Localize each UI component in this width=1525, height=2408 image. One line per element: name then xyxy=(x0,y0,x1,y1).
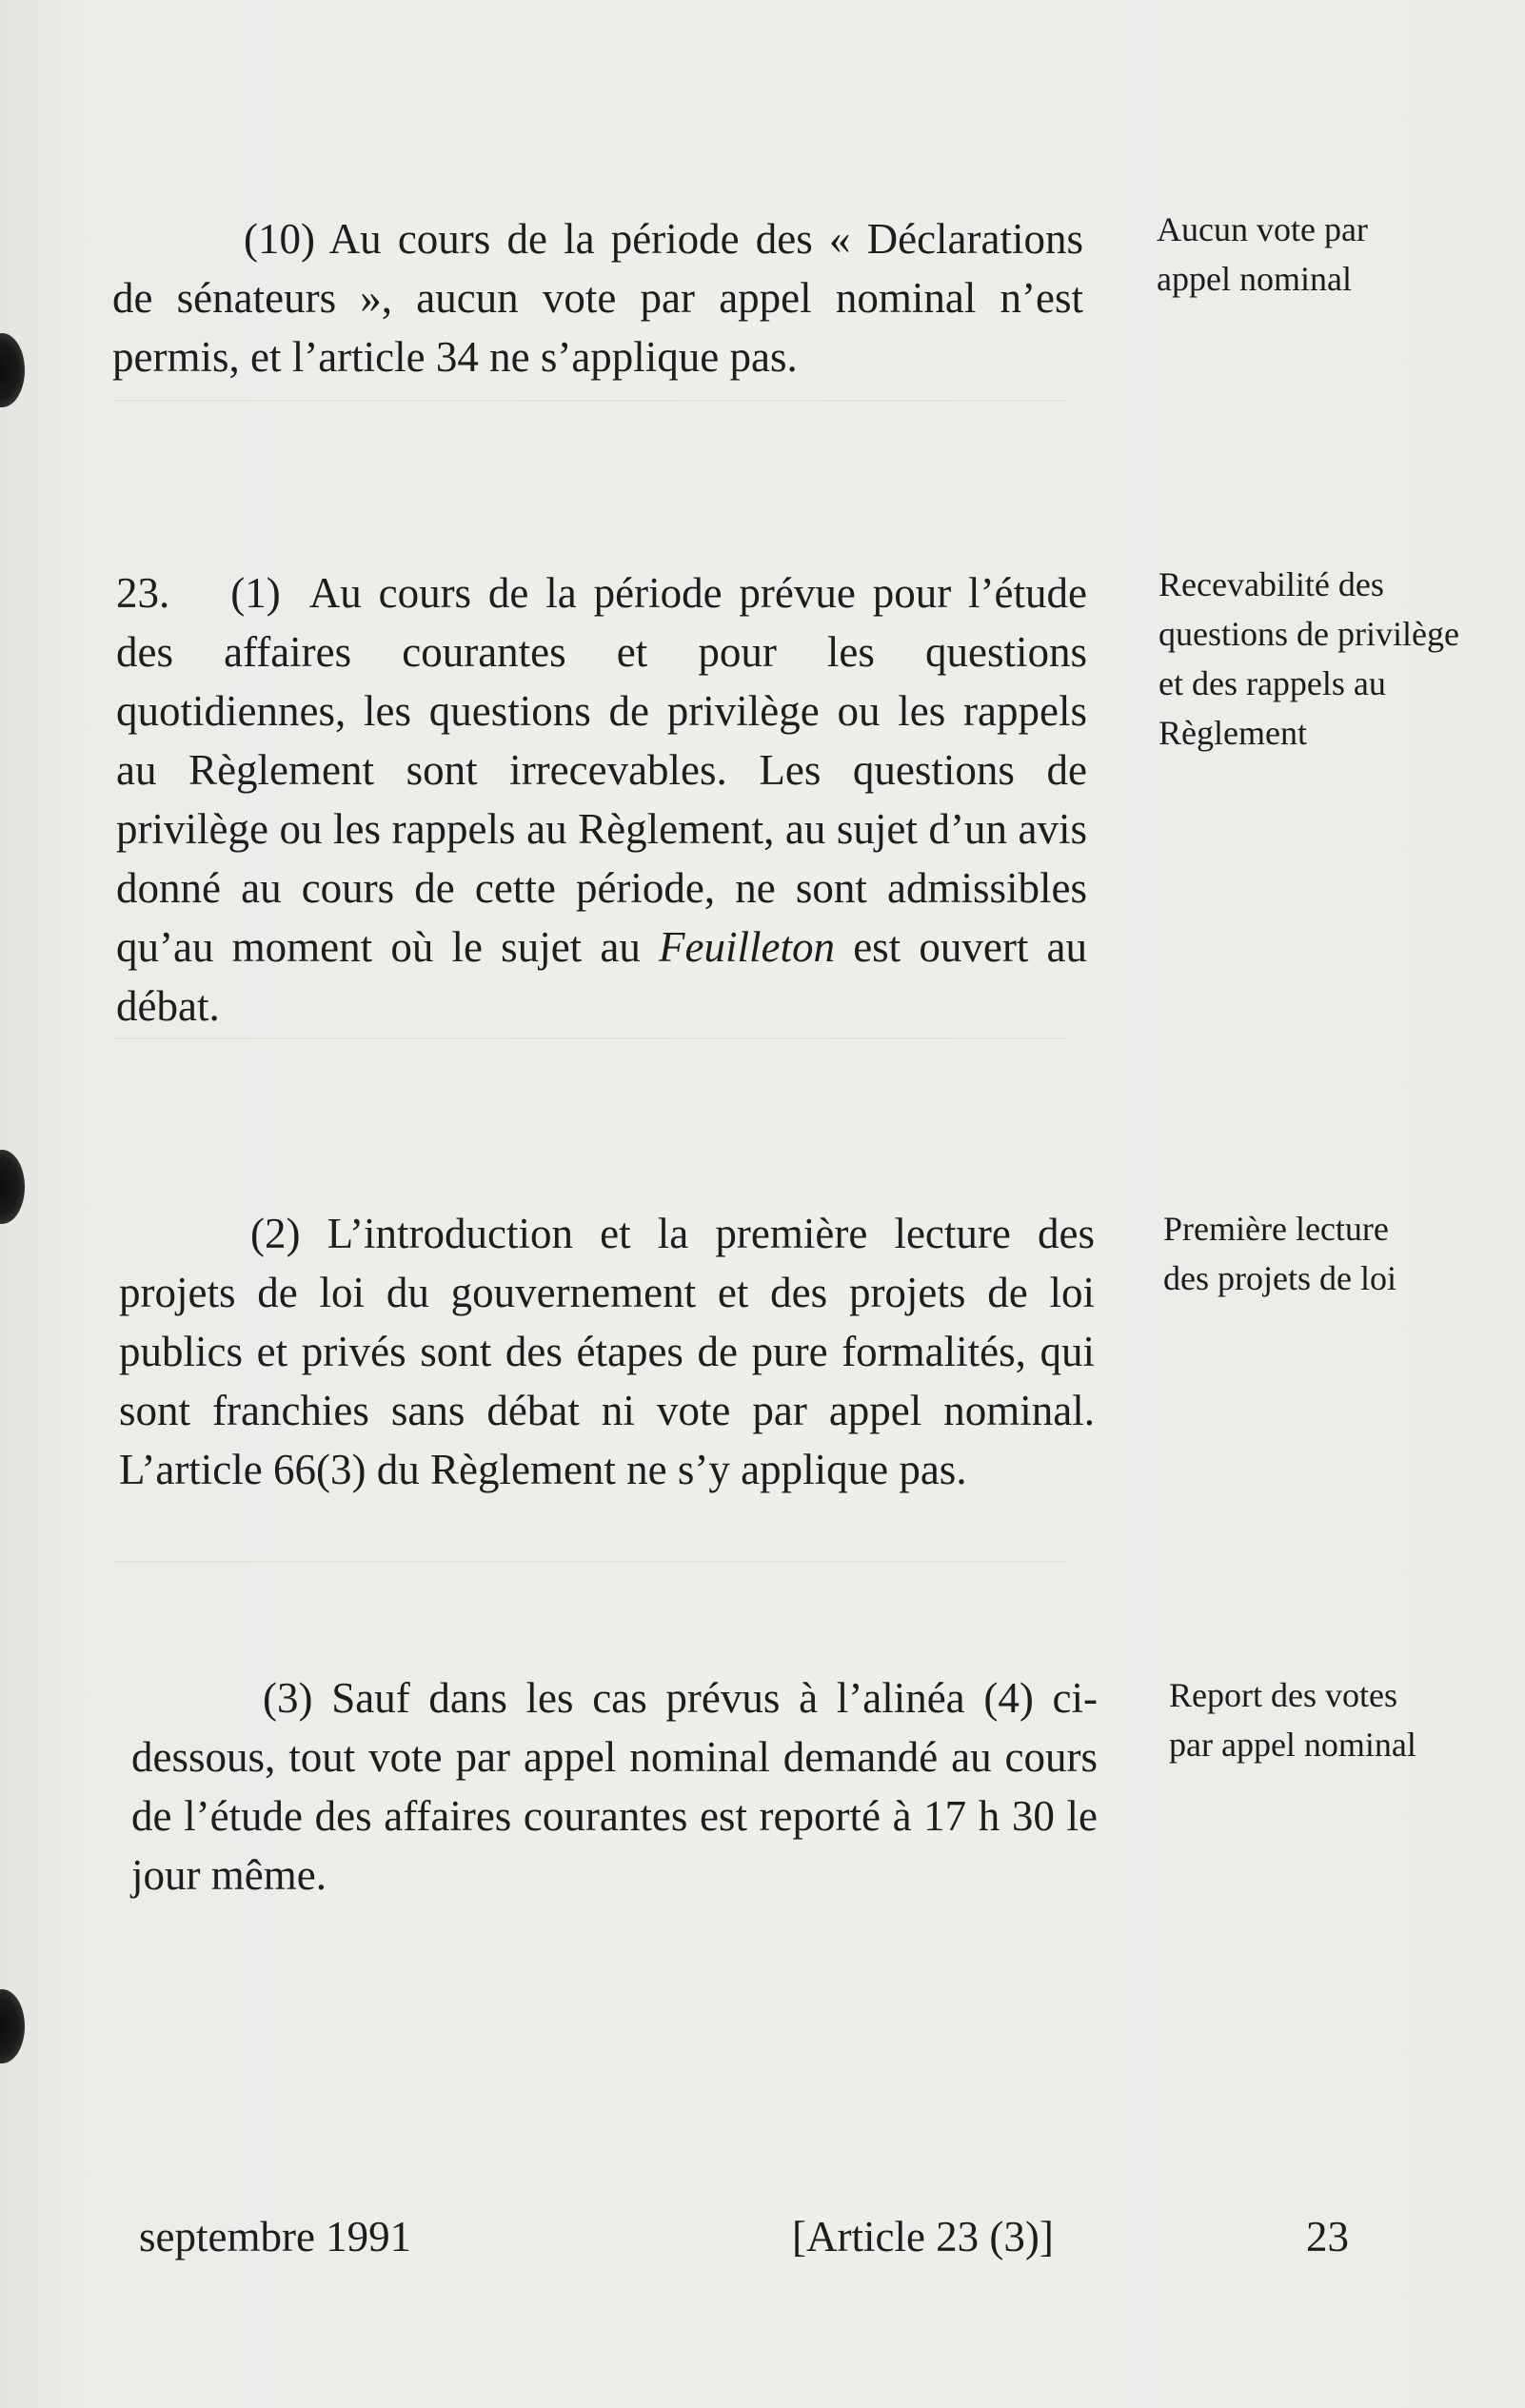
section-number: 23. xyxy=(116,569,170,617)
section-22-10 xyxy=(112,209,1083,386)
subsection-number: (1) xyxy=(230,569,281,617)
margin-note xyxy=(1163,1204,1411,1303)
margin-note xyxy=(1159,560,1463,758)
binder-hole-icon xyxy=(0,1150,25,1224)
page-number: 23 xyxy=(1306,2213,1349,2260)
footer-reference: [Article 23 (3)] xyxy=(792,2213,1054,2260)
section-23-2 xyxy=(119,1204,1095,1499)
footer-date: septembre 1991 xyxy=(139,2213,412,2260)
subsection-number: (10) xyxy=(244,215,315,263)
subsection-number: (3) xyxy=(263,1674,313,1722)
margin-note-text: Recevabilité des questions de privilège et des rappels au Règlement xyxy=(1159,565,1459,752)
margin-note-text: Aucun vote par appel nominal xyxy=(1157,210,1368,298)
binder-hole-icon xyxy=(0,1989,25,2063)
section-text: Au cours de la période prévue pour l’étude des affaires courantes et pour les questions quotidiennes, les questions de privilège ou les rappels au Règlement sont irrecevables. Les questions de privilège ou les rappels au Règlement, au sujet d’un avis donné au cours de cette période, ne sont admissibles qu’au moment où le sujet au xyxy=(116,569,1087,971)
margin-note-text: Première lecture des projets de loi xyxy=(1163,1210,1396,1297)
section-paragraph xyxy=(112,209,1083,386)
section-paragraph xyxy=(116,563,1087,1036)
margin-note-text: Report des votes par appel nominal xyxy=(1169,1676,1416,1764)
section-text-continued: est ouvert au débat. xyxy=(116,923,1088,1030)
margin-note xyxy=(1169,1670,1445,1769)
section-text: L’introduction et la première lecture des projets de loi du gouvernement et des projets de loi publics et privés sont des étapes de pure formalités, qui sont franchies sans débat ni vote par appel nominal. L’article 66(3) du Règlement ne s’y applique pas. xyxy=(119,1210,1096,1493)
show-through-line xyxy=(114,1037,1066,1039)
binder-hole-icon xyxy=(0,333,25,407)
section-text: Au cours de la période des « Déclarations de sénateurs », aucun vote par appel nominal n’est permis, et l’article 34 ne s’applique pas. xyxy=(112,215,1083,381)
section-paragraph xyxy=(131,1668,1098,1905)
italic-term: Feuilleton xyxy=(659,923,835,971)
margin-note xyxy=(1157,205,1442,304)
show-through-line xyxy=(114,1561,1066,1563)
section-text: Sauf dans les cas prévus à l’alinéa (4) ci-dessous, tout vote par appel nominal demandé au cours de l’étude des affaires courantes est reporté à 17 h 30 le jour même. xyxy=(131,1674,1098,1899)
section-paragraph xyxy=(119,1204,1095,1499)
section-23-1 xyxy=(116,563,1087,1036)
show-through-line xyxy=(114,400,1066,402)
section-23-3 xyxy=(131,1668,1098,1905)
subsection-number: (2) xyxy=(250,1210,301,1257)
